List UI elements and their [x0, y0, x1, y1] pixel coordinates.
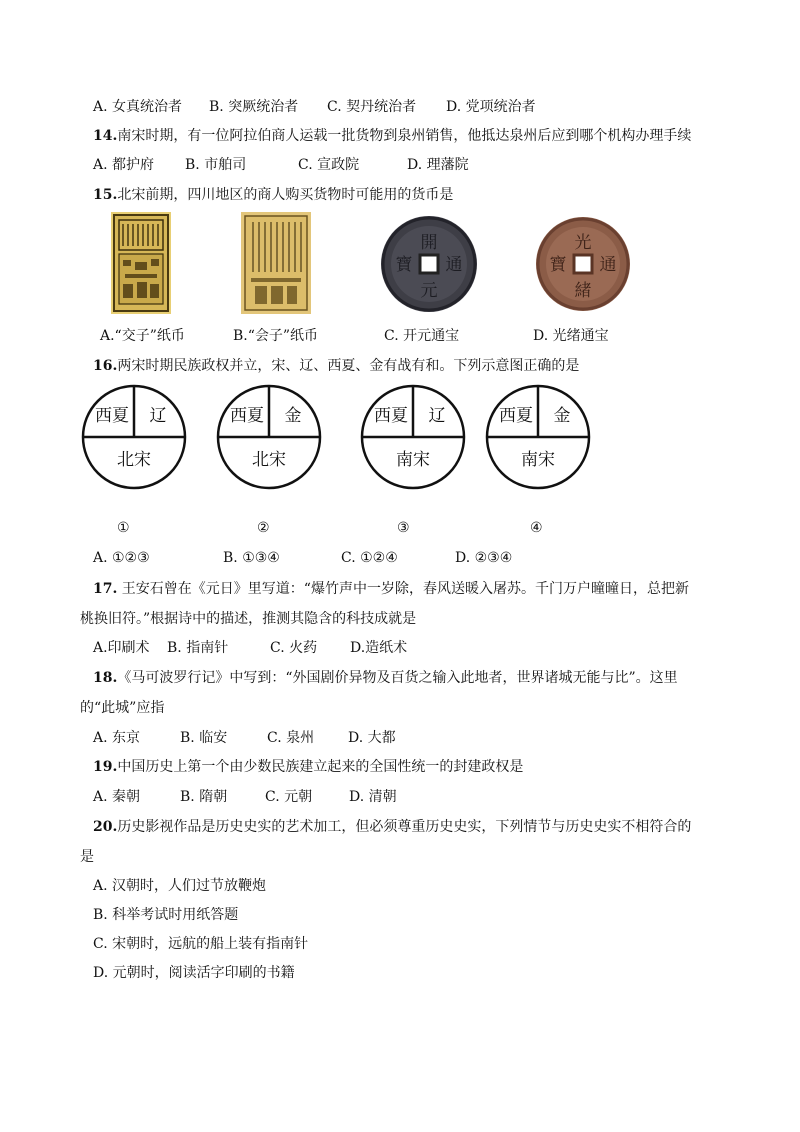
- diagram-3-label: ③: [397, 520, 410, 536]
- q18-stem-line2: 的“此城”应指: [80, 700, 165, 716]
- coin-c-right-char: 通: [445, 255, 463, 275]
- diagram-1-top-left: 西夏: [95, 406, 129, 426]
- diagram-4-bottom: 南宋: [521, 450, 555, 470]
- q13-option-a: A. 女真统治者: [93, 99, 183, 115]
- q20-stem-line1: [93, 818, 691, 836]
- q14-option-d: D. 理藩院: [407, 157, 469, 173]
- q13-option-d: D. 党项统治者: [446, 99, 536, 115]
- q15-option-c: C. 开元通宝: [384, 328, 460, 344]
- diagram-3: [359, 383, 467, 491]
- q19-text: 中国历史上第一个由少数民族建立起来的全国性统一的封建政权是: [117, 759, 524, 775]
- q16-option-a: A. ①②③: [93, 550, 150, 566]
- q19-stem: [93, 758, 523, 776]
- q20-option-d: D. 元朝时，阅读活字印刷的书籍: [93, 965, 295, 981]
- diagram-4-label: ④: [530, 520, 543, 536]
- q15-text: 北宋前期，四川地区的商人购买货物时可能用的货币是: [117, 187, 454, 203]
- q17-number: 17.: [93, 581, 118, 597]
- diagram-1: [80, 383, 188, 491]
- q16-option-b: B. ①③④: [223, 550, 280, 566]
- q20-option-b: B. 科举考试时用纸答题: [93, 907, 239, 923]
- q20-option-c: C. 宋朝时，远航的船上装有指南针: [93, 936, 309, 952]
- diagram-3-top-right: 辽: [428, 406, 446, 426]
- q20-number: 20.: [93, 819, 118, 835]
- q15-option-b: B.“会子”纸币: [233, 328, 319, 344]
- q13-option-c: C. 契丹统治者: [327, 99, 417, 115]
- coin-c-top-char: 開: [420, 233, 438, 253]
- guangxu-coin-image: [532, 212, 634, 316]
- q18-stem-line1: [93, 669, 678, 687]
- kaiyuan-coin-image: [376, 212, 482, 316]
- diagram-2-label: ②: [257, 520, 270, 536]
- diagram-2-top-left: 西夏: [230, 406, 264, 426]
- jiaozi-image: [111, 212, 171, 314]
- q18-option-d: D. 大都: [348, 730, 396, 746]
- q17-stem-line1: [93, 580, 689, 598]
- q14-number: 14.: [93, 128, 118, 144]
- diagram-3-bottom: 南宋: [396, 450, 430, 470]
- coin-d-right-char: 通: [599, 255, 617, 275]
- q19-option-c: C. 元朝: [265, 789, 313, 805]
- diagram-2: [215, 383, 323, 491]
- q19-option-d: D. 清朝: [349, 789, 397, 805]
- diagram-1-label: ①: [117, 520, 130, 536]
- q13-option-b: B. 突厥统治者: [209, 99, 299, 115]
- diagram-1-top-right: 辽: [149, 406, 167, 426]
- q20-stem-line2: 是: [80, 849, 94, 865]
- q19-option-a: A. 秦朝: [93, 789, 141, 805]
- q17-option-c: C. 火药: [270, 640, 318, 656]
- q18-option-a: A. 东京: [93, 730, 141, 746]
- q20-text-1: 历史影视作品是历史史实的艺术加工，但必须尊重历史史实，下列情节与历史史实不相符合的: [117, 819, 692, 835]
- q17-option-d: D.造纸术: [350, 640, 408, 656]
- q16-stem: [93, 357, 579, 375]
- diagram-1-bottom: 北宋: [117, 450, 151, 470]
- q16-number: 16.: [93, 358, 118, 374]
- diagram-2-top-right: 金: [284, 406, 302, 426]
- diagram-4: [484, 383, 592, 491]
- q14-option-a: A. 都护府: [93, 157, 155, 173]
- diagram-4-top-right: 金: [553, 406, 571, 426]
- q18-number: 18.: [93, 670, 118, 686]
- coin-d-top-char: 光: [574, 233, 592, 253]
- q17-text-1: 王安石曾在《元日》里写道：“爆竹声中一岁除，春风送暖入屠苏。千门万户曈曈日，总把新: [117, 581, 689, 597]
- coin-d-bottom-char: 緒: [574, 281, 592, 301]
- q14-option-c: C. 宣政院: [298, 157, 360, 173]
- q18-option-c: C. 泉州: [267, 730, 315, 746]
- q15-number: 15.: [93, 187, 118, 203]
- q16-option-c: C. ①②④: [341, 550, 398, 566]
- q15-option-a: A.“交子”纸币: [100, 328, 185, 344]
- q17-option-a: A.印刷术: [93, 640, 150, 656]
- diagram-2-bottom: 北宋: [252, 450, 286, 470]
- q14-stem: [93, 127, 691, 145]
- q17-option-b: B. 指南针: [167, 640, 229, 656]
- q16-option-d: D. ②③④: [455, 550, 513, 566]
- q20-option-a: A. 汉朝时，人们过节放鞭炮: [93, 878, 267, 894]
- q18-option-b: B. 临安: [180, 730, 228, 746]
- coin-c-bottom-char: 元: [420, 281, 438, 301]
- q17-stem-line2: 桃换旧符。”根据诗中的描述，推测其隐含的科技成就是: [80, 611, 417, 627]
- q15-stem: [93, 186, 453, 204]
- q19-option-b: B. 隋朝: [180, 789, 228, 805]
- diagram-4-top-left: 西夏: [499, 406, 533, 426]
- diagram-3-top-left: 西夏: [374, 406, 408, 426]
- q16-text: 两宋时期民族政权并立，宋、辽、西夏、金有战有和。下列示意图正确的是: [117, 358, 580, 374]
- coin-d-left-char: 寶: [549, 255, 567, 275]
- q14-text: 南宋时期，有一位阿拉伯商人运载一批货物到泉州销售，他抵达泉州后应到哪个机构办理手续: [117, 128, 692, 144]
- huizi-image: [241, 212, 311, 314]
- q19-number: 19.: [93, 759, 118, 775]
- q18-text-1: 《马可波罗行记》中写到：“外国剧价异物及百货之输入此地者，世界诸城无能与比”。这里: [117, 670, 678, 686]
- coin-c-left-char: 寶: [395, 255, 413, 275]
- q14-option-b: B. 市舶司: [185, 157, 247, 173]
- q15-option-d: D. 光绪通宝: [533, 328, 609, 344]
